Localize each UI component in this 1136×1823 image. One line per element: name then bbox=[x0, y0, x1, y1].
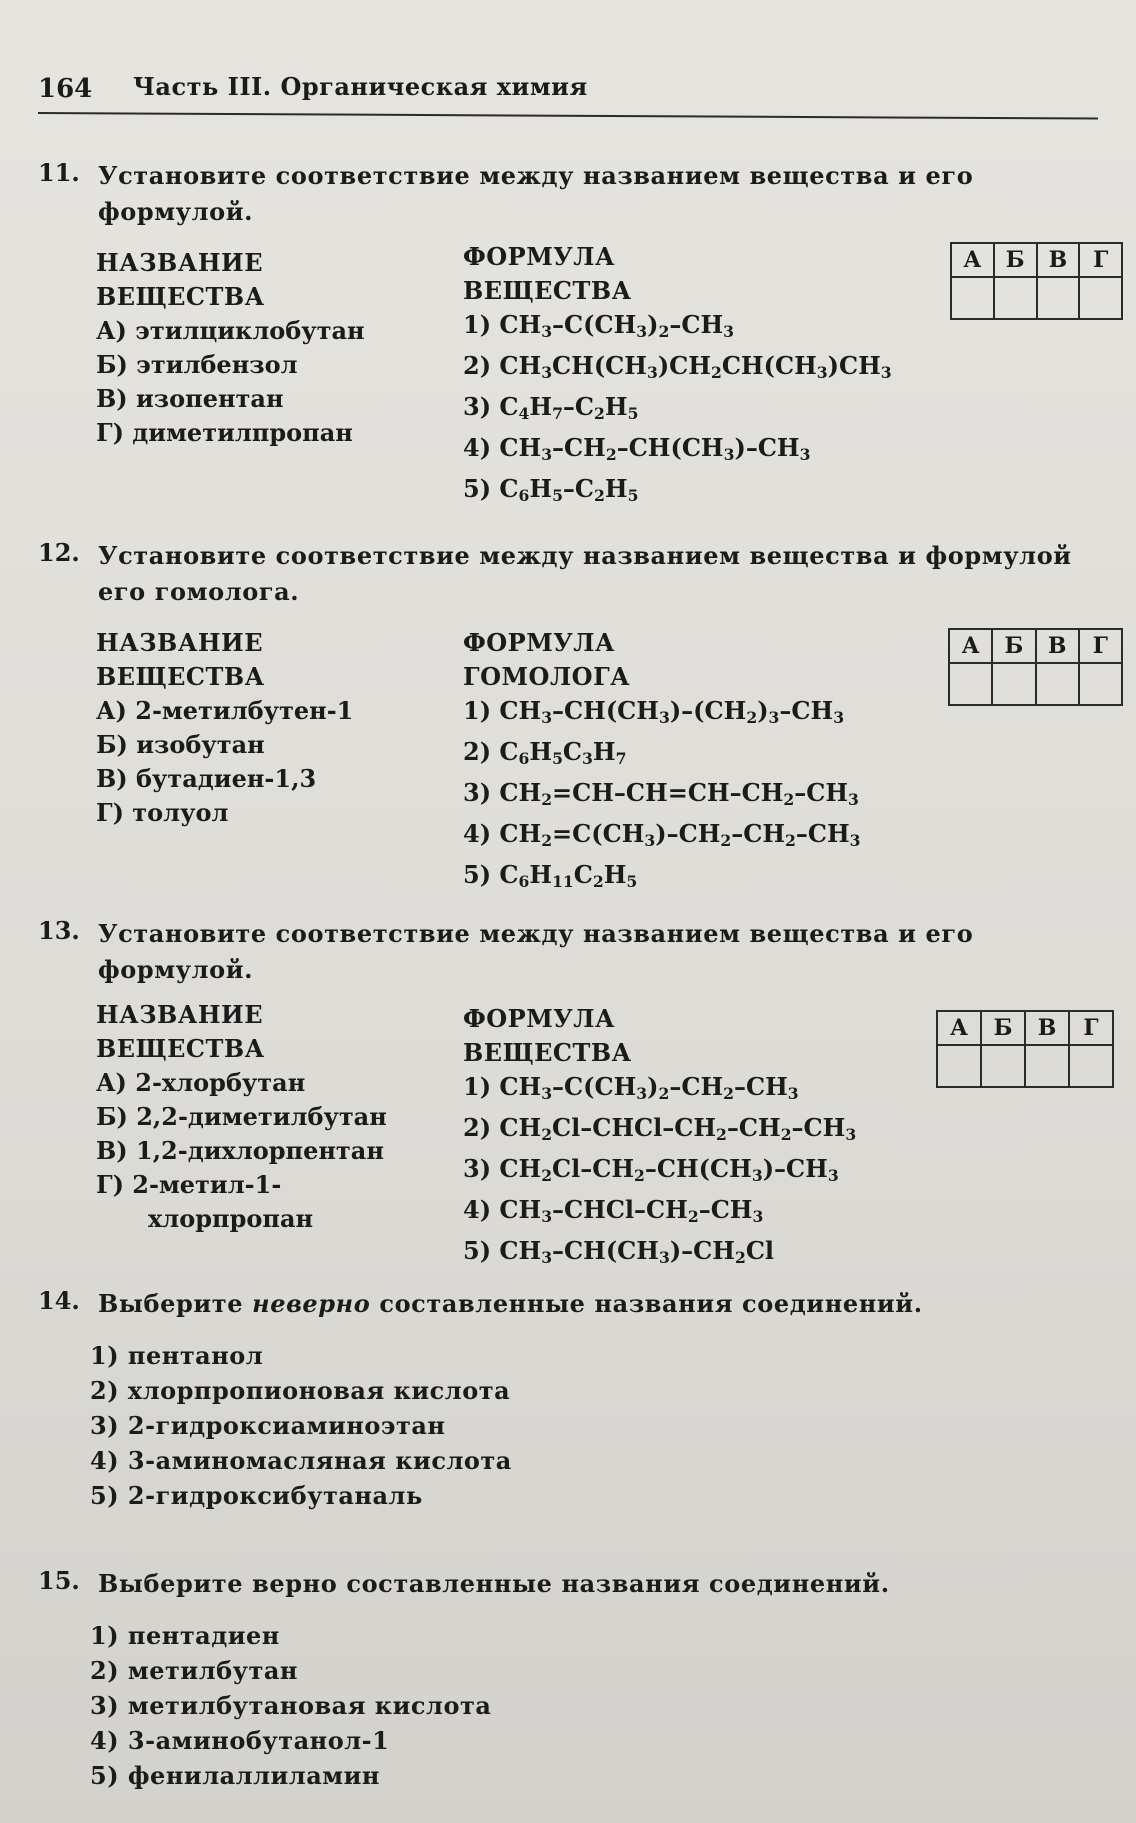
answer-cell[interactable] bbox=[937, 1045, 981, 1087]
answer-cell[interactable] bbox=[949, 663, 992, 705]
formula-option: 5) $CH_3-CH(CH_3)-CH_2Cl$ bbox=[463, 1235, 775, 1267]
question-number: 13. bbox=[38, 916, 80, 945]
answer-header-cell: Б bbox=[992, 629, 1035, 663]
answer-header-cell: Г bbox=[1069, 1011, 1113, 1045]
question-text: Установите соответствие между названием вещества и его формулой. bbox=[98, 919, 974, 984]
formula-option: 3) $C_4H_7-C_2H_5$ bbox=[463, 391, 639, 423]
formula-option: 1) $CH_3-CH(CH_3)-(CH_2)_3-CH_3$ bbox=[463, 696, 845, 727]
name-option: В) бутадиен-1,3 bbox=[96, 764, 317, 793]
column-heading: ВЕЩЕСТВА bbox=[96, 1034, 265, 1063]
name-option: А) этилциклобутан bbox=[96, 316, 365, 345]
answer-header-cell: Г bbox=[1079, 629, 1122, 663]
option-item: 1) пентанол bbox=[90, 1341, 264, 1370]
answer-cell[interactable] bbox=[981, 1045, 1025, 1087]
column-heading: НАЗВАНИЕ bbox=[96, 628, 264, 657]
name-option: Г) толуол bbox=[96, 798, 229, 827]
name-option: В) изопентан bbox=[96, 384, 284, 413]
question-text: Выберите неверно составленные названия соединений. bbox=[98, 1289, 923, 1318]
option-item: 5) 2-гидроксибутаналь bbox=[90, 1481, 423, 1510]
answer-cell[interactable] bbox=[1069, 1045, 1113, 1087]
formula-option: 1) $CH_3-C(CH_3)_2-CH_2-CH_3$ bbox=[463, 1072, 799, 1103]
page-number: 164 bbox=[38, 74, 93, 104]
formulas-column bbox=[463, 1002, 856, 1274]
answer-cell[interactable] bbox=[1037, 277, 1080, 319]
answer-header-cell: В bbox=[1025, 1011, 1069, 1045]
answer-header-cell: А bbox=[951, 243, 994, 277]
option-item: 3) 2-гидроксиаминоэтан bbox=[90, 1411, 446, 1440]
answer-cell[interactable] bbox=[992, 663, 1035, 705]
name-option: Б) изобутан bbox=[96, 730, 265, 759]
header-rule bbox=[38, 112, 1098, 120]
column-heading: ВЕЩЕСТВА bbox=[96, 662, 265, 691]
answer-cell[interactable] bbox=[1036, 663, 1079, 705]
name-option: Б) этилбензол bbox=[96, 350, 298, 379]
answer-header-cell: Г bbox=[1079, 243, 1122, 277]
answer-options bbox=[90, 1338, 512, 1513]
formula-option: 3) $CH_2=CH-CH=CH-CH_2-CH_3$ bbox=[463, 777, 859, 809]
column-heading: ГОМОЛОГА bbox=[463, 662, 631, 691]
formula-option: 3) $CH_2Cl-CH_2-CH(CH_3)-CH_3$ bbox=[463, 1153, 839, 1185]
question-14 bbox=[38, 1286, 1123, 1526]
question-15 bbox=[38, 1566, 1123, 1806]
question-number: 12. bbox=[38, 538, 80, 567]
names-column bbox=[96, 998, 387, 1236]
answer-header-cell: А bbox=[949, 629, 992, 663]
formula-option: 2) $C_6H_5C_3H_7$ bbox=[463, 736, 627, 768]
answer-table bbox=[948, 628, 1123, 706]
question-12 bbox=[38, 538, 1123, 891]
answer-cell[interactable] bbox=[1079, 277, 1122, 319]
emphasized-word: неверно bbox=[252, 1289, 371, 1318]
name-option: А) 2-хлорбутан bbox=[96, 1068, 306, 1097]
answer-table bbox=[936, 1010, 1114, 1088]
formula-option: 4) $CH_3-CHCl-CH_2-CH_3$ bbox=[463, 1194, 764, 1226]
question-number: 15. bbox=[38, 1566, 80, 1595]
question-text: Установите соответствие между названием вещества и его формулой. bbox=[98, 161, 974, 226]
option-item: 2) метилбутан bbox=[90, 1656, 298, 1685]
formula-option: 4) $CH_2=C(CH_3)-CH_2-CH_2-CH_3$ bbox=[463, 818, 861, 850]
answer-header-cell: Б bbox=[994, 243, 1037, 277]
answer-cell[interactable] bbox=[1025, 1045, 1069, 1087]
name-option: В) 1,2-дихлорпентан bbox=[96, 1136, 384, 1165]
name-option: Б) 2,2-диметилбутан bbox=[96, 1102, 387, 1131]
option-item: 3) метилбутановая кислота bbox=[90, 1691, 492, 1720]
column-heading: ВЕЩЕСТВА bbox=[463, 276, 632, 305]
name-option: Г) 2-метил-1- bbox=[96, 1170, 282, 1199]
answer-header-cell: А bbox=[937, 1011, 981, 1045]
column-heading: ФОРМУЛА bbox=[463, 628, 616, 657]
name-option: А) 2-метилбутен-1 bbox=[96, 696, 354, 725]
formulas-column bbox=[463, 626, 861, 898]
question-text: Установите соответствие между названием вещества и формулой его гомолога. bbox=[98, 541, 1072, 606]
answer-cell[interactable] bbox=[951, 277, 994, 319]
formula-option: 1) $CH_3-C(CH_3)_2-CH_3$ bbox=[463, 310, 734, 341]
formula-option: 2) $CH_2Cl-CHCl-CH_2-CH_2-CH_3$ bbox=[463, 1112, 857, 1144]
names-column bbox=[96, 246, 365, 450]
formula-option: 5) $C_6H_{11}C_2H_5$ bbox=[463, 859, 638, 891]
name-option: Г) диметилпропан bbox=[96, 418, 353, 447]
formula-option: 5) $C_6H_5-C_2H_5$ bbox=[463, 473, 639, 505]
answer-header-cell: В bbox=[1037, 243, 1080, 277]
answer-options bbox=[90, 1618, 491, 1793]
column-heading: ФОРМУЛА bbox=[463, 242, 616, 271]
answer-header-cell: В bbox=[1036, 629, 1079, 663]
answer-header-cell: Б bbox=[981, 1011, 1025, 1045]
option-item: 2) хлорпропионовая кислота bbox=[90, 1376, 511, 1405]
part-title: Часть III. Органическая химия bbox=[133, 72, 588, 101]
names-column bbox=[96, 626, 353, 830]
option-item: 4) 3-аминобутанол-1 bbox=[90, 1726, 390, 1755]
page-header bbox=[38, 60, 1106, 110]
column-heading: ФОРМУЛА bbox=[463, 1004, 616, 1033]
formula-option: 2) $CH_3CH(CH_3)CH_2CH(CH_3)CH_3$ bbox=[463, 350, 892, 382]
column-heading: НАЗВАНИЕ bbox=[96, 248, 264, 277]
question-number: 14. bbox=[38, 1286, 80, 1315]
option-item: 1) пентадиен bbox=[90, 1621, 280, 1650]
question-text: Выберите верно составленные названия соединений. bbox=[98, 1569, 890, 1598]
name-option-continuation: хлорпропан bbox=[148, 1204, 314, 1233]
column-heading: ВЕЩЕСТВА bbox=[96, 282, 265, 311]
answer-table bbox=[950, 242, 1123, 320]
column-heading: ВЕЩЕСТВА bbox=[463, 1038, 632, 1067]
option-item: 4) 3-аминомасляная кислота bbox=[90, 1446, 512, 1475]
option-item: 5) фенилаллиламин bbox=[90, 1761, 380, 1790]
formula-option: 4) $CH_3-CH_2-CH(CH_3)-CH_3$ bbox=[463, 432, 811, 464]
column-heading: НАЗВАНИЕ bbox=[96, 1000, 264, 1029]
question-number: 11. bbox=[38, 158, 80, 187]
formulas-column bbox=[463, 240, 892, 512]
question-11 bbox=[38, 158, 1123, 505]
answer-cell[interactable] bbox=[994, 277, 1037, 319]
question-13 bbox=[38, 916, 1123, 1267]
answer-cell[interactable] bbox=[1079, 663, 1122, 705]
